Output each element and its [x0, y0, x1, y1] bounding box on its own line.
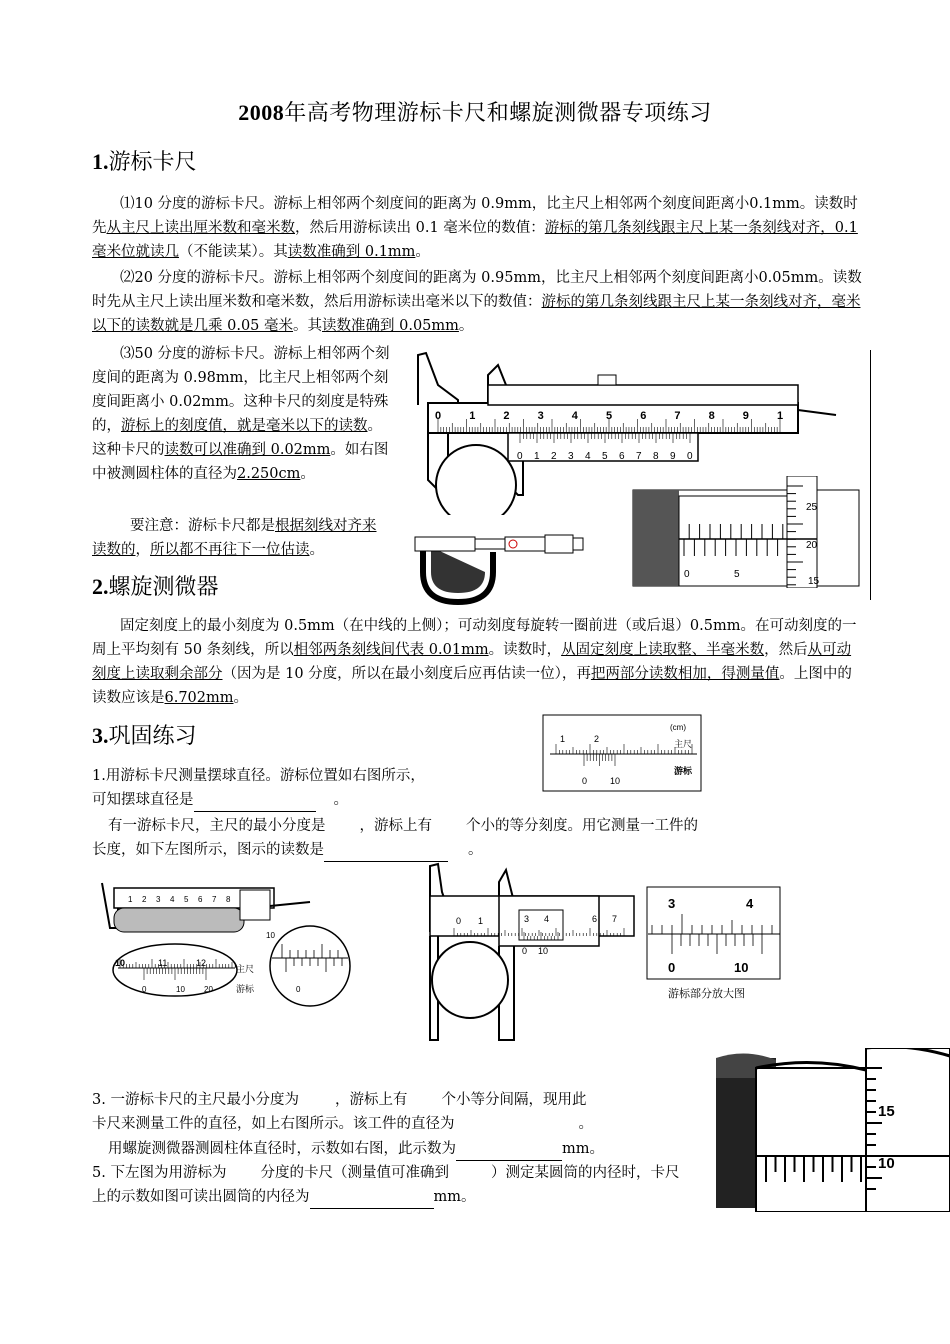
micrometer-device-figure	[413, 527, 593, 607]
top-scale-label: 3	[156, 895, 161, 904]
section-2-heading: 2.螺旋测微器	[92, 574, 219, 600]
vernier-label: 2	[551, 451, 557, 462]
exercise-3-caliper-figure	[404, 862, 636, 1042]
vernier-name: 游标	[236, 984, 255, 994]
main-scale-label: 1	[478, 916, 484, 926]
top-scale-label: 1	[128, 895, 133, 904]
figure-border-line	[870, 350, 871, 600]
question-4: 用螺旋测微器测圆柱体直径时，示数如右图，此示数为 mm。	[92, 1137, 732, 1161]
vernier-label: 10	[610, 776, 621, 786]
vernier-label: 0	[142, 985, 147, 994]
main-scale-label: 5	[606, 410, 613, 422]
main-scale-label: 6	[592, 914, 598, 924]
main-scale-label: 0	[435, 410, 442, 422]
unit-label: (cm)	[670, 723, 686, 732]
vernier-label: 0	[668, 960, 676, 975]
top-scale-label: 2	[142, 895, 147, 904]
main-scale-name: 主尺	[674, 739, 693, 749]
main-scale-label: 1	[777, 410, 784, 422]
top-scale-label: 6	[198, 895, 203, 904]
vernier-label: 10	[734, 960, 749, 975]
vernier-label: 4	[585, 451, 591, 462]
vernier-label: 3	[568, 451, 574, 462]
section-1-heading: 1.游标卡尺	[92, 149, 197, 175]
question-1: 1.用游标卡尺测量摆球直径。游标位置如右图所示， 可知摆球直径是 。	[92, 764, 532, 812]
question-3: 3. 一游标卡尺的主尺最小分度为 ，游标上有 个小等分间隔，现用此 卡尺来测量工件的直径，如上右图所示。该工件的直径为 。	[92, 1092, 593, 1132]
main-scale-label: 7	[612, 914, 618, 924]
vernier-label: 8	[653, 451, 659, 462]
micrometer-readout-figure	[632, 476, 864, 588]
thimble-label: 15	[878, 1103, 895, 1120]
vernier-label: 0	[522, 946, 528, 956]
main-scale-name: 主尺	[236, 964, 255, 974]
vernier-label: 7	[636, 451, 642, 462]
main-scale-label: 2	[503, 410, 510, 422]
sec1-paragraph-4: 要注意：游标卡尺都是根据刻线对齐来读数的，所以都不再往下一位估读。	[92, 518, 377, 558]
main-scale-label: 1	[560, 734, 566, 744]
vernier-label: 0	[582, 776, 588, 786]
exercise-3-zoom-figure	[646, 886, 782, 1004]
vernier-label: 6	[619, 451, 625, 462]
vernier-label: 20	[204, 985, 213, 994]
zoom-label: 0	[296, 985, 301, 994]
main-scale-label: 8	[708, 410, 715, 422]
sec1-paragraph-2: ⑵20 分度的游标卡尺。游标上相邻两个刻度间的距离为 0.95mm，比主尺上相邻两个刻度间距离小0.05mm。读数时先从主尺上读出厘米数和毫米数，然后用游标读出毫米以下的数值：游标的第几条刻线跟主尺上某一条刻线对齐，毫米以下的读数就是几乘 0.05 毫米。其读数准确到 0.05mm。	[92, 270, 862, 334]
figure-caption: 游标部分放大图	[668, 988, 745, 1000]
top-scale-label: 7	[212, 895, 217, 904]
vernier-label: 0	[517, 451, 523, 462]
sec2-paragraph: 固定刻度上的最小刻度为 0.5mm（在中线的上侧）；可动刻度每旋转一圈前进（或后退）0.5mm。在可动刻度的一周上平均刻有 50 条刻线，所以相邻两条刻线间代表 0.01mm。读数时，从固定刻度上读取整、半毫米数，然后从可动刻度上读取剩余部分（因为是 10 分度，所以在最小刻度后应再估读一位），再把两部分读数相加，得测量值。上图中的读数应该是6.702mm。	[92, 618, 857, 706]
main-scale-label: 9	[742, 410, 749, 422]
sec1-paragraph-1: ⑴10 分度的游标卡尺。游标上相邻两个刻度间的距离为 0.9mm，比主尺上相邻两个刻度间距离小0.1mm。读数时先从主尺上读出厘米数和毫米数，然后用游标读出 0.1 毫米位的数值：游标的第几条刻线跟主尺上某一条刻线对齐，0.1 毫米位就读几（不能读某）。其读数准确到 0.1mm。	[92, 196, 858, 260]
exercise-1-caliper-figure	[542, 714, 704, 794]
main-scale-label: 7	[674, 410, 681, 422]
top-scale-label: 8	[226, 895, 231, 904]
main-scale-label: 0	[456, 916, 462, 926]
question-2: 有一游标卡尺，主尺的最小分度是 ，游标上有 个小的等分刻度。用它测量一工件的 长度，如下左图所示，图示的读数是 。	[92, 814, 872, 862]
main-scale-label: 11	[158, 958, 168, 968]
main-scale-label: 4	[571, 410, 578, 422]
zoom-label: 10	[266, 931, 275, 940]
window-label: 3	[524, 914, 530, 924]
window-label: 4	[544, 914, 550, 924]
top-scale-label: 4	[170, 895, 175, 904]
sleeve-label: 5	[734, 569, 740, 580]
vernier-name: 游标	[674, 766, 693, 776]
vernier-label: 5	[602, 451, 608, 462]
thimble-label: 25	[806, 502, 818, 513]
thimble-label: 20	[806, 540, 818, 551]
page-title: 2008年高考物理游标卡尺和螺旋测微器专项练习	[238, 100, 712, 126]
main-scale-label: 6	[640, 410, 647, 422]
main-scale-label: 12	[196, 958, 207, 968]
vernier-label: 10	[538, 946, 549, 956]
main-scale-label: 10	[115, 958, 126, 968]
exercise-2-caliper-figure	[100, 878, 360, 1008]
thimble-label: 15	[808, 576, 820, 587]
main-scale-label: 2	[594, 734, 600, 744]
main-scale-label: 4	[746, 896, 754, 911]
section-3-heading: 3.巩固练习	[92, 723, 197, 749]
main-scale-label: 1	[469, 410, 476, 422]
main-scale-label: 3	[668, 896, 676, 911]
vernier-label: 10	[176, 985, 185, 994]
vernier-label: 0	[687, 451, 693, 462]
vernier-label: 1	[534, 451, 540, 462]
top-scale-label: 5	[184, 895, 189, 904]
sleeve-label: 0	[684, 569, 690, 580]
thimble-label: 10	[878, 1155, 895, 1172]
sec1-paragraph-3: ⑶50 分度的游标卡尺。游标上相邻两个刻度间的距离为 0.98mm，比主尺上相邻两个刻度间距离小 0.02mm。这种卡尺的刻度是特殊的，游标上的刻度值，就是毫米以下的读数。这种卡尺的读数可以准确到 0.02mm。如右图中被测圆柱体的直径为2.250cm。	[92, 346, 390, 482]
vernier-label: 9	[670, 451, 676, 462]
main-scale-label: 3	[537, 410, 544, 422]
question-5: 5. 下左图为用游标为 分度的卡尺（测量值可准确到 ）测定某圆筒的内径时，卡尺 上的示数如图可读出圆筒的内径为 mm。	[92, 1161, 872, 1209]
